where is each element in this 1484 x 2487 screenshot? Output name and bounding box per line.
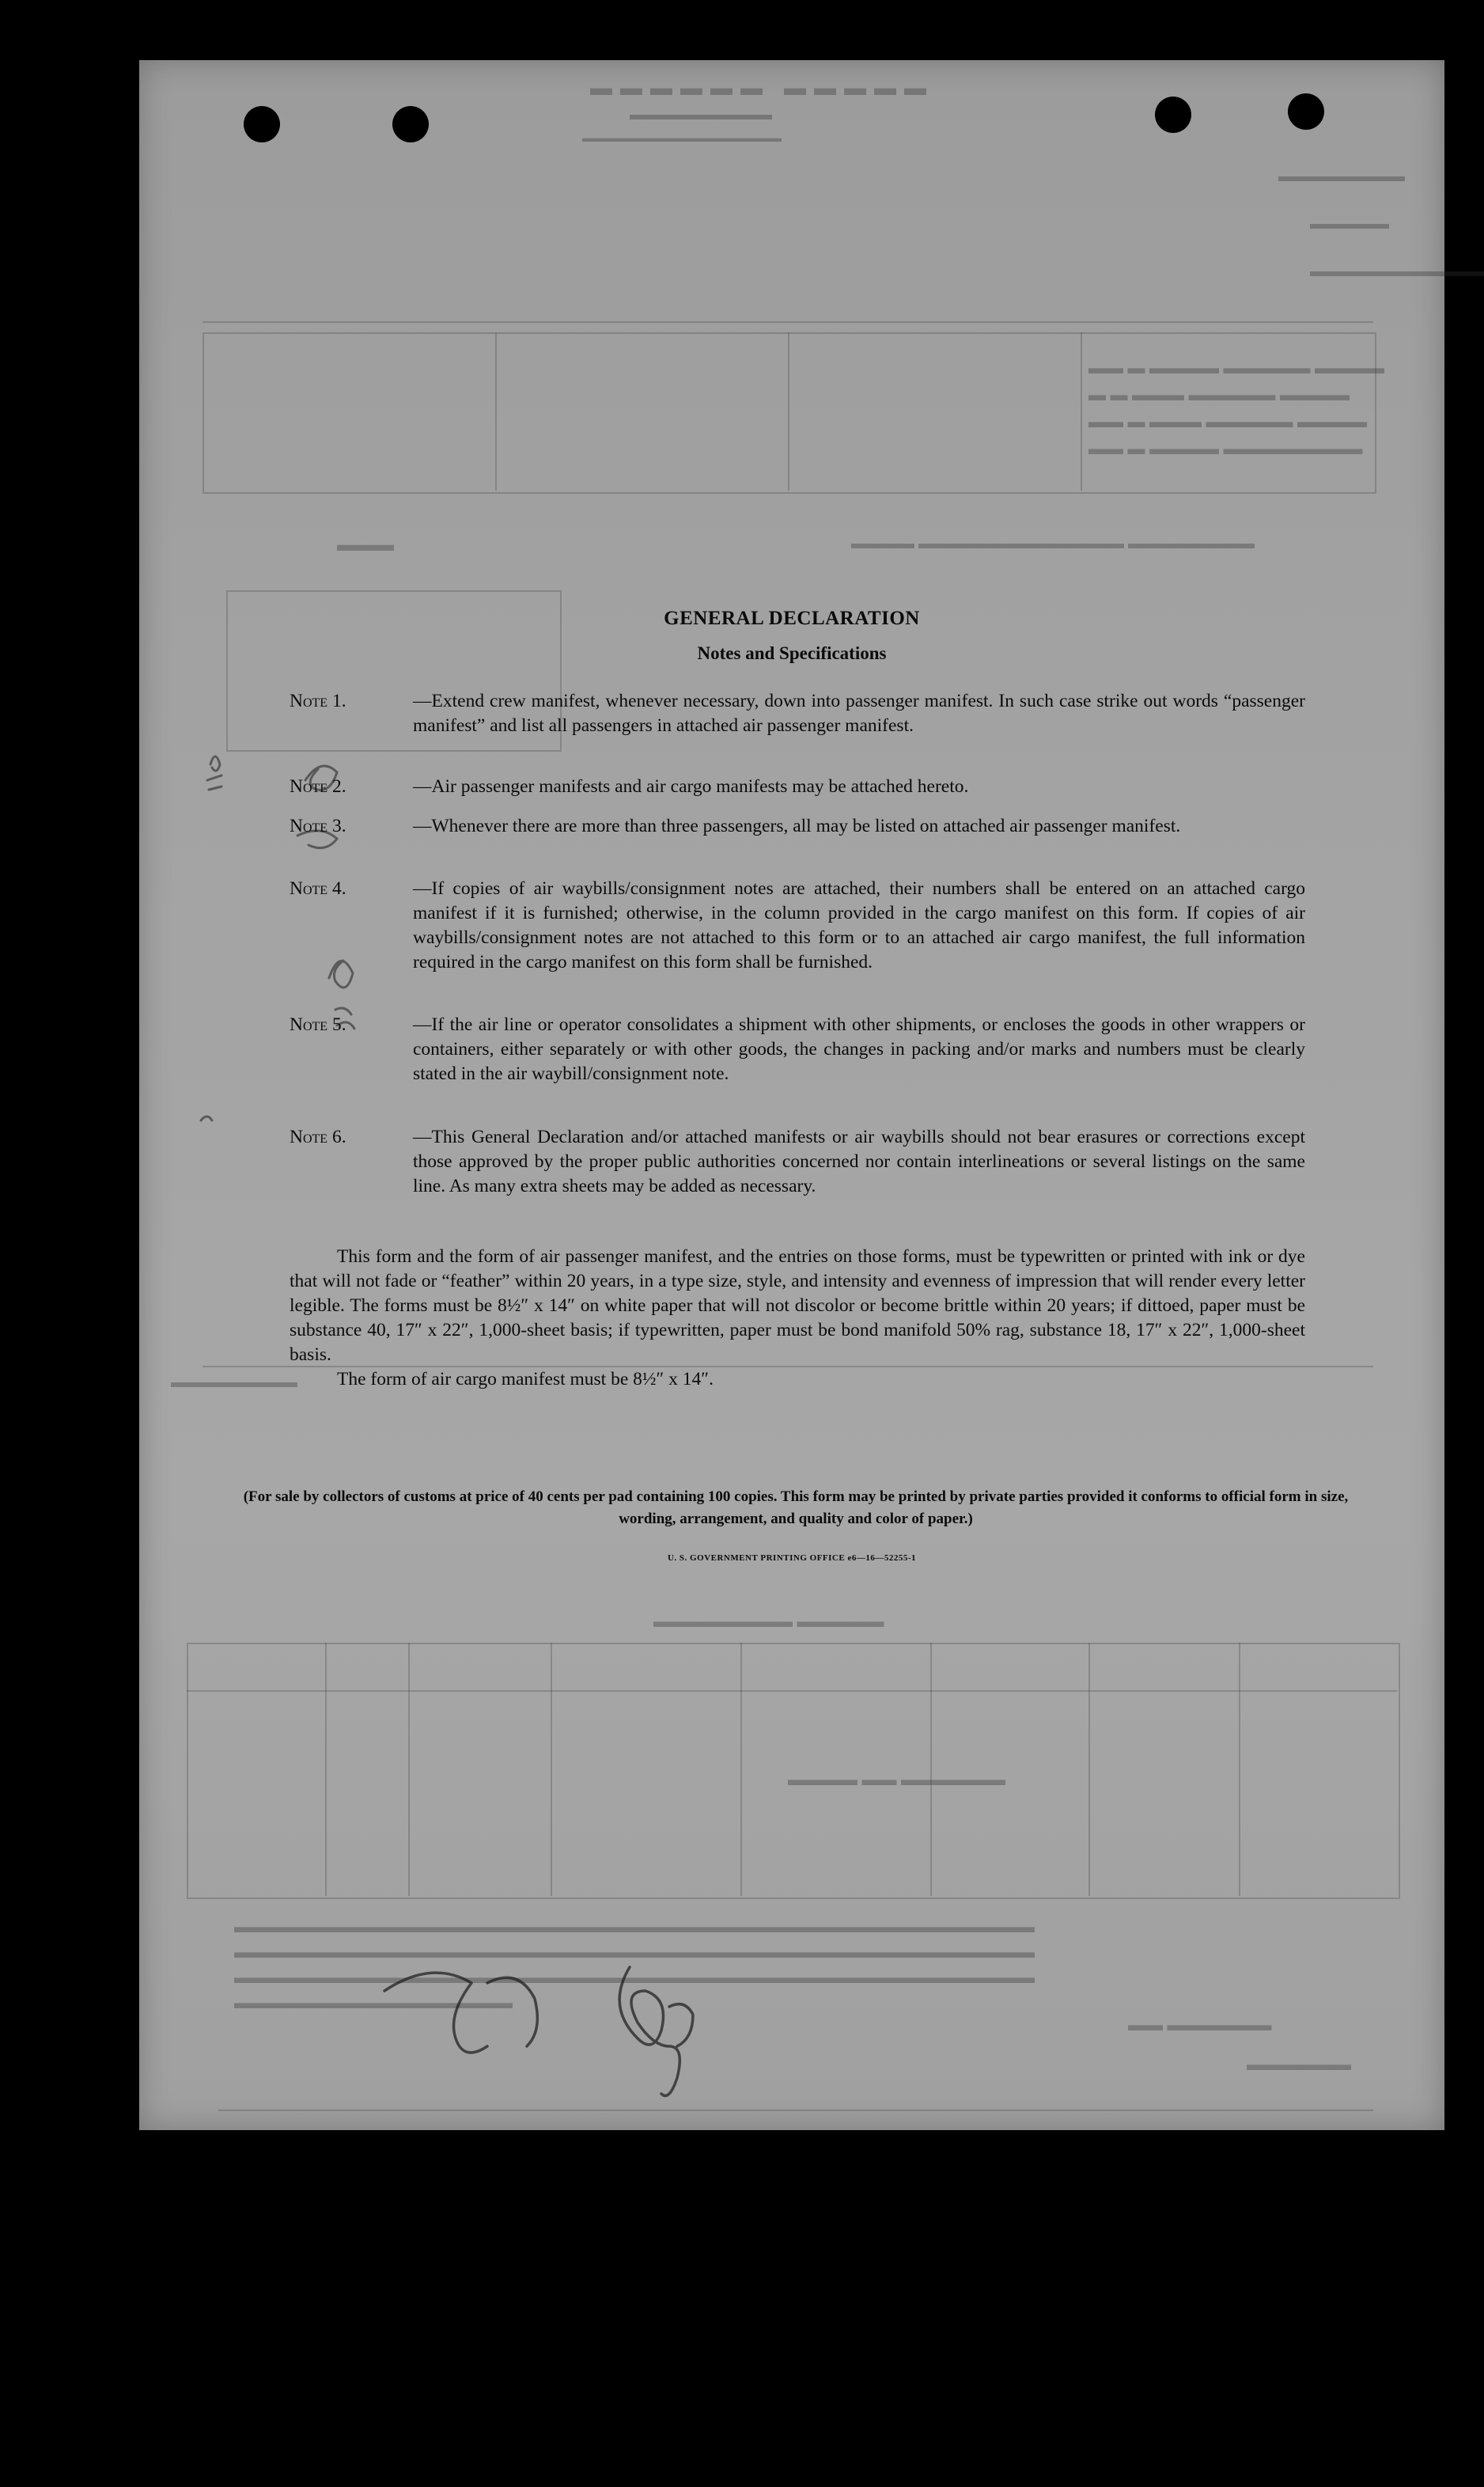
note-label: Note 3. [290, 816, 346, 836]
page-subtitle: Notes and Specifications [697, 643, 887, 663]
note-2: Note 2. —Air passenger manifests and air cargo manifests may be attached hereto. [290, 775, 1305, 799]
specifications-text: This form and the form of air passenger manifest, and the entries on those forms, must be typewritten or printed with ink or dye that will not fade or “feather” within 20 years, in a type size, style, and intensity and evenness of impression that will render every letter legible. The forms must be 8½″ x 14″ on white paper that will not discolor or become brittle within 20 years; if dittoed, paper must be substance 40, 17″ x 22″, 1,000-sheet basis; if typewritten, paper must be bond manifold 50% rag, substance 18, 17″ x 22″, 1,000-sheet basis. [290, 1246, 1305, 1365]
specifications-paragraph [290, 1245, 1305, 1367]
note-text: Air passenger manifests and air cargo manifests may be attached hereto. [431, 776, 969, 797]
note-label: Note 2. [290, 776, 346, 797]
note-4: Note 4. —If copies of air waybills/consignment notes are attached, their numbers shall be entered on an attached cargo manifest if it is furnished; otherwise, in the column provided in the cargo manifest on this form. If copies of air waybills/consignment notes are not attached to this form or to an attached air cargo manifest, the full information required in the cargo manifest on this form shall be furnished. [290, 878, 1305, 972]
page-title: GENERAL DECLARATION [664, 608, 920, 629]
sale-note: (For sale by collectors of customs at price of 40 cents per pad containing 100 copies. This form may be printed by private parties provided it conforms to official form in size, wording, arrangement, and quality and color of paper.) [243, 1488, 1349, 1527]
note-label: Note 5. [290, 1014, 346, 1035]
cargo-manifest-size: The form of air cargo manifest must be 8½″ x 14″. [337, 1369, 714, 1389]
note-label: Note 6. [290, 1127, 346, 1147]
note-text: This General Declaration and/or attached manifests or air waybills should not bear erasures or corrections except those approved by the proper public authorities concerned nor contain interlineations or several listings on the same line. As many extra sheets may be added as necessary. [413, 1127, 1305, 1196]
note-label: Note 1. [290, 691, 346, 711]
notes-page [139, 60, 1444, 2130]
document-sheet: ▬▬▬▬▬ ▬▬▬▬▬▬ ▬▬▬▬▬▬▬▬▬ ▬▬▬▬▬▬▬▬▬▬▬▬▬▬▬▬▬▬ ▬▬▬▬▬▬▬▬ ▬▬▬▬▬ ▬▬▬▬▬▬▬▬▬▬▬ ▬▬▬▬ ▬▬▬▬▬ ▬▬▬▬ ▬ ▬▬ ▬▬▬▬ ▬▬▬▬▬ ▬▬▬ ▬ ▬ ▬▬▬▬ ▬▬▬▬▬ ▬▬▬ ▬ ▬▬ ▬▬▬▬▬▬▬▬ ▬▬▬▬ ▬ ▬▬ ▬▬▬▬▬▬▬▬ ▬▬▬▬▬▬▬▬▬▬▬▬▬ ▬▬▬▬ ▬▬▬ ▬▬▬▬▬▬▬▬ ▬▬▬▬▬ ▬▬▬▬▬▬▬▬ ▬▬▬▬▬▬ ▬▬ ▬▬▬▬ ▬▬▬▬▬▬▬▬▬▬▬▬▬▬▬▬▬▬▬▬▬▬▬▬▬▬▬▬▬▬▬▬▬▬▬▬▬▬▬▬▬▬▬▬▬▬ ▬▬▬▬▬▬▬▬▬▬▬▬▬▬▬▬▬▬▬▬▬▬▬▬▬▬▬▬▬▬▬▬▬▬▬▬▬▬▬▬▬▬▬▬▬▬ ▬▬▬▬▬▬▬▬▬▬▬▬▬▬▬▬▬▬▬▬▬▬▬▬▬▬▬▬▬▬▬▬▬▬▬▬▬▬▬▬▬▬▬▬▬▬ ▬▬▬▬▬▬▬▬▬▬▬▬▬▬▬▬ ▬▬▬▬▬▬ ▬▬ ▬▬▬▬▬▬ GENERAL DECLARATION Notes and Specifications Note 1. —Extend crew manifest, whenever necessary, down into passenger manifest. In such case strike out words “passenger manifest” and list all passengers in attached air passenger manifest. Note 2. —Air passenger manifests and air cargo manifests may be attached hereto. Note 3. —Whenever there are more than three passengers, all may be listed on attached air passenger manifest. Note 4. —If copies of air waybills/consignment notes are attached, their numbers shall be entered on an attached cargo manifest if it is furnished; otherwise, in the column provided in the cargo manifest on this form. If copies of air waybills/consignment notes are not attached to this form or to an attached air cargo manifest, the full information required in the cargo manifest on this form shall be furnished. Note 5. —If the air line or operator consolidates a shipment with other shipments, or encloses the goods in other wrappers or containers, either separately or with other goods, the changes in packing and/or marks and numbers must be clearly stated in the air waybill/consignment note. Note 6. —This General Declaration and/or attached manifests or air waybills should not bear erasures or corrections except those approved by the proper public authorities concerned nor contain interlineations or several listings on the same line. As many extra sheets may be added as necessary. This form and the form of air passenger manifest, and the entries on those forms, must be typewritten or printed with ink or dye that will not fade or “feather” within 20 years, in a type size, style, and intensity and evenness of impression that will render every letter legible. The forms must be 8½″ x 14″ on white paper that will not discolor or become brittle within 20 years; if dittoed, paper must be substance 40, 17″ x 22″, 1,000-sheet basis; if typewritten, paper must be bond manifold 50% rag, substance 18, 17″ x 22″, 1,000-sheet basis. The form of air cargo manifest must be 8½″ x 14″. (For sale by collectors of customs at price of 40 cents per pad containing 100 copies. This form may be printed by private parties provided it conforms to official form in size, wording, arrangement, and quality and color of paper.) U. S. GOVERNMENT PRINTING OFFICE e6—16—52255-1 [139, 60, 1444, 2130]
note-text: If the air line or operator consolidates a shipment with other shipments, or encloses the goods in other wrappers or containers, either separately or with other goods, the changes in packing and/or marks and numbers must be clearly stated in the air waybill/consignment note. [413, 1014, 1305, 1084]
printing-office-line: U. S. GOVERNMENT PRINTING OFFICE e6—16—52255-1 [667, 1553, 916, 1563]
note-text: Extend crew manifest, whenever necessary, down into passenger manifest. In such case strike out words “passenger manifest” and list all passengers in attached air passenger manifest. [413, 691, 1305, 736]
note-5: Note 5. —If the air line or operator consolidates a shipment with other shipments, or encloses the goods in other wrappers or containers, either separately or with other goods, the changes in packing and/or marks and numbers must be clearly stated in the air waybill/consignment note. [290, 1014, 1305, 1084]
note-text: Whenever there are more than three passengers, all may be listed on attached air passenger manifest. [431, 816, 1181, 836]
note-6: Note 6. —This General Declaration and/or attached manifests or air waybills should not bear erasures or corrections except those approved by the proper public authorities concerned nor contain interlineations or several listings on the same line. As many extra sheets may be added as necessary. [290, 1127, 1305, 1196]
note-1: Note 1. —Extend crew manifest, whenever necessary, down into passenger manifest. In such case strike out words “passenger manifest” and list all passengers in attached air passenger manifest. [290, 691, 1305, 736]
note-text: If copies of air waybills/consignment notes are attached, their numbers shall be entered on an attached cargo manifest if it is furnished; otherwise, in the column provided in the cargo manifest on this form. If copies of air waybills/consignment notes are not attached to this form or to an attached air cargo manifest, the full information required in the cargo manifest on this form shall be furnished. [413, 878, 1305, 972]
note-label: Note 4. [290, 878, 346, 899]
note-3: Note 3. —Whenever there are more than three passengers, all may be listed on attached air passenger manifest. [290, 814, 1305, 839]
